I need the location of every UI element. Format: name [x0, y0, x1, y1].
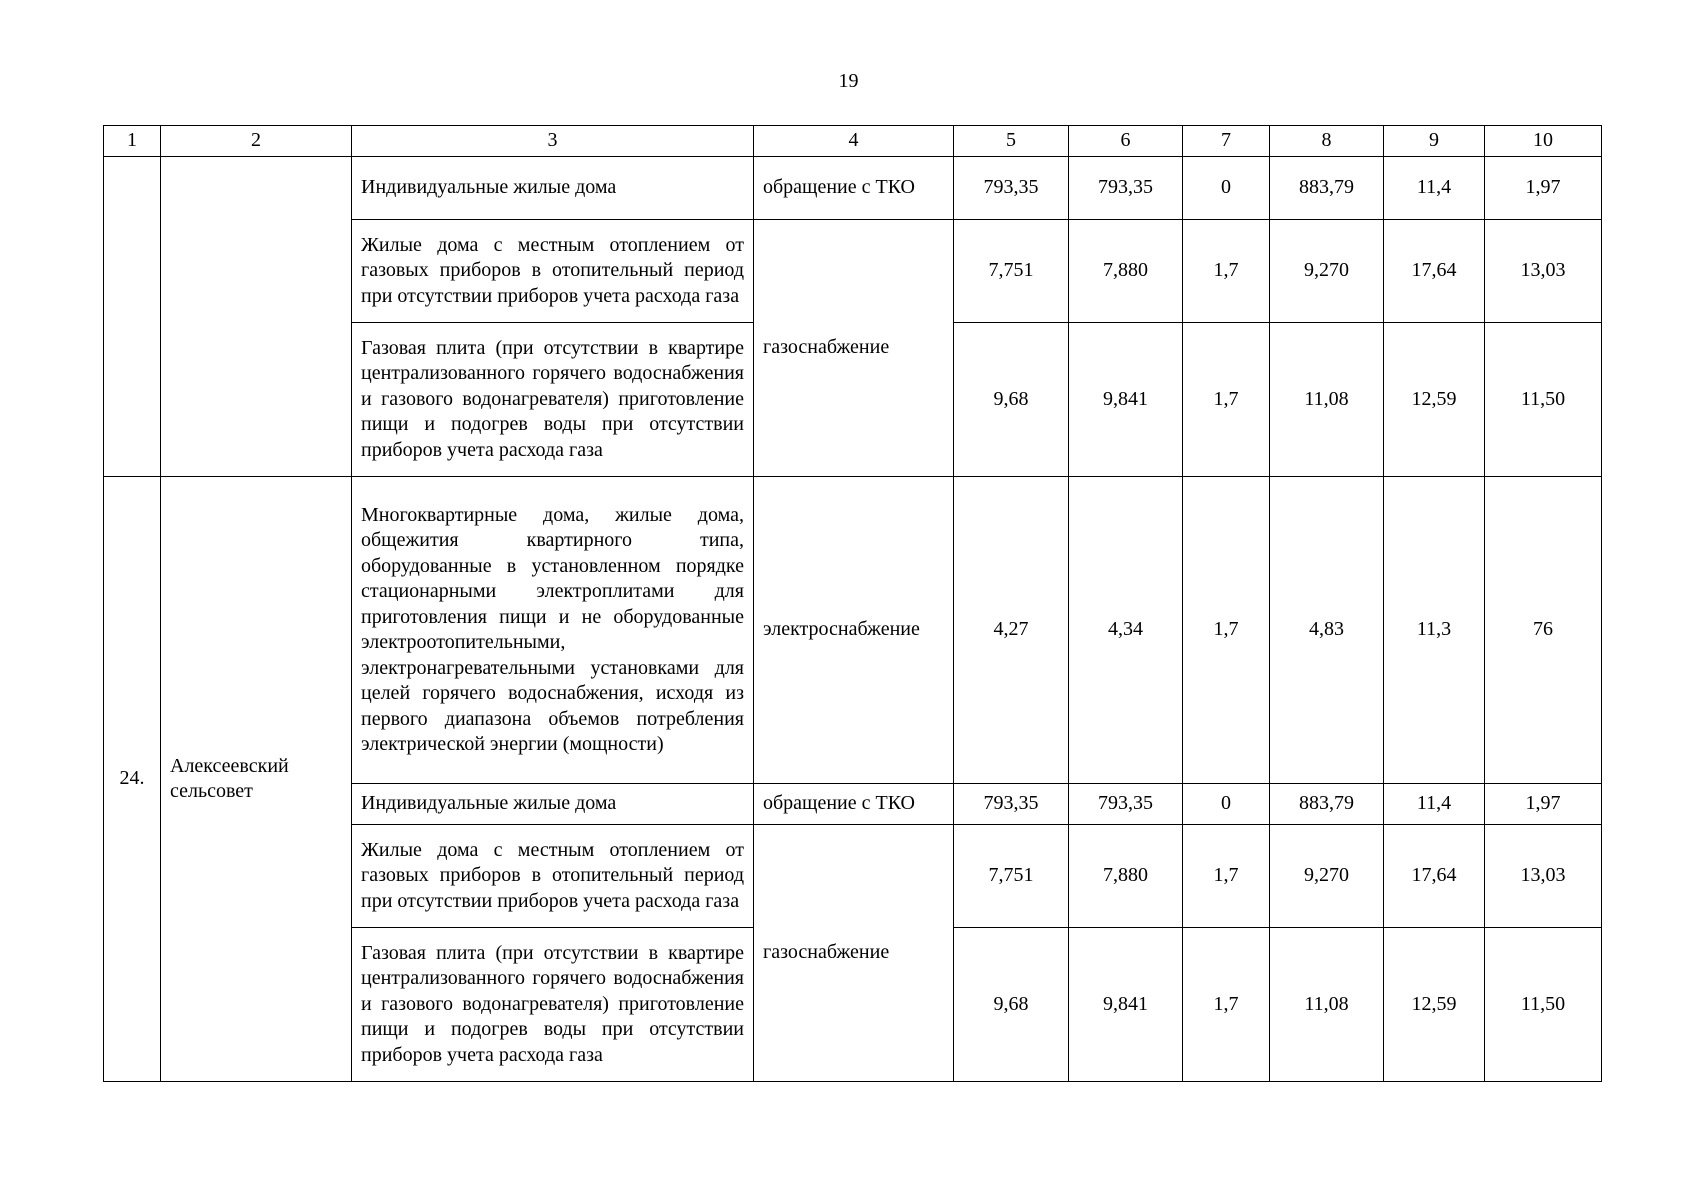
value-cell: 13,03 — [1485, 825, 1602, 928]
value-cell: 1,7 — [1183, 825, 1270, 928]
value-cell: 9,68 — [954, 323, 1069, 477]
header-cell: 5 — [954, 126, 1069, 157]
settlement-cell — [161, 157, 352, 477]
value-cell: 9,841 — [1069, 928, 1183, 1082]
value-cell: 0 — [1183, 157, 1270, 220]
row-number-cell — [104, 157, 161, 477]
value-cell: 76 — [1485, 477, 1602, 784]
header-cell: 3 — [352, 126, 754, 157]
table-row — [104, 477, 1602, 784]
header-cell: 4 — [754, 126, 954, 157]
value-cell: 13,03 — [1485, 220, 1602, 323]
value-cell: 11,3 — [1384, 477, 1485, 784]
value-cell: 17,64 — [1384, 220, 1485, 323]
value-cell: 793,35 — [1069, 157, 1183, 220]
value-cell: 9,841 — [1069, 323, 1183, 477]
value-cell: 793,35 — [1069, 784, 1183, 825]
value-cell: 11,08 — [1270, 928, 1384, 1082]
value-cell: 12,59 — [1384, 323, 1485, 477]
value-cell: 883,79 — [1270, 157, 1384, 220]
value-cell: 11,4 — [1384, 157, 1485, 220]
header-cell: 6 — [1069, 126, 1183, 157]
service-cell: обращение с ТКО — [754, 784, 954, 825]
tariff-table — [103, 125, 1602, 1082]
row-number-cell: 24. — [104, 477, 161, 1082]
header-cell: 8 — [1270, 126, 1384, 157]
settlement-cell: Алексеевский сельсовет — [161, 477, 352, 1082]
value-cell: 1,97 — [1485, 157, 1602, 220]
value-cell: 1,97 — [1485, 784, 1602, 825]
category-cell: Индивидуальные жилые дома — [352, 157, 754, 220]
value-cell: 7,751 — [954, 825, 1069, 928]
table-row — [104, 157, 1602, 220]
category-cell: Многоквартирные дома, жилые дома, общежития квартирного типа, оборудованные в установленном порядке стационарными электроплитами для приготовления пищи и не оборудованные электроотопительными, электронагревательными установками для целей горячего водоснабжения, исходя из первого диапазона объемов потребления электрической энергии (мощности) — [352, 477, 754, 784]
value-cell: 7,880 — [1069, 220, 1183, 323]
category-cell: Индивидуальные жилые дома — [352, 784, 754, 825]
value-cell: 1,7 — [1183, 220, 1270, 323]
category-cell: Газовая плита (при отсутствии в квартире централизованного горячего водоснабжения и газового водонагревателя) приготовление пищи и подогрев воды при отсутствии приборов учета расхода газа — [352, 928, 754, 1082]
value-cell: 11,08 — [1270, 323, 1384, 477]
value-cell: 11,50 — [1485, 928, 1602, 1082]
page-number: 19 — [838, 70, 859, 92]
value-cell: 7,880 — [1069, 825, 1183, 928]
value-cell: 17,64 — [1384, 825, 1485, 928]
value-cell: 1,7 — [1183, 928, 1270, 1082]
category-cell: Газовая плита (при отсутствии в квартире централизованного горячего водоснабжения и газового водонагревателя) приготовление пищи и подогрев воды при отсутствии приборов учета расхода газа — [352, 323, 754, 477]
header-cell: 2 — [161, 126, 352, 157]
value-cell: 9,68 — [954, 928, 1069, 1082]
value-cell: 11,4 — [1384, 784, 1485, 825]
value-cell: 12,59 — [1384, 928, 1485, 1082]
value-cell: 793,35 — [954, 784, 1069, 825]
value-cell: 9,270 — [1270, 220, 1384, 323]
category-cell: Жилые дома с местным отоплением от газовых приборов в отопительный период при отсутствии приборов учета расхода газа — [352, 825, 754, 928]
header-cell: 10 — [1485, 126, 1602, 157]
header-cell: 7 — [1183, 126, 1270, 157]
value-cell: 883,79 — [1270, 784, 1384, 825]
value-cell: 1,7 — [1183, 323, 1270, 477]
value-cell: 4,34 — [1069, 477, 1183, 784]
value-cell: 1,7 — [1183, 477, 1270, 784]
value-cell: 0 — [1183, 784, 1270, 825]
header-cell: 9 — [1384, 126, 1485, 157]
service-cell: газоснабжение — [754, 220, 954, 477]
value-cell: 9,270 — [1270, 825, 1384, 928]
header-row — [104, 126, 1602, 157]
value-cell: 4,27 — [954, 477, 1069, 784]
service-cell: электроснабжение — [754, 477, 954, 784]
service-cell: газоснабжение — [754, 825, 954, 1082]
value-cell: 793,35 — [954, 157, 1069, 220]
category-cell: Жилые дома с местным отоплением от газовых приборов в отопительный период при отсутствии приборов учета расхода газа — [352, 220, 754, 323]
value-cell: 7,751 — [954, 220, 1069, 323]
value-cell: 4,83 — [1270, 477, 1384, 784]
header-cell: 1 — [104, 126, 161, 157]
service-cell: обращение с ТКО — [754, 157, 954, 220]
value-cell: 11,50 — [1485, 323, 1602, 477]
